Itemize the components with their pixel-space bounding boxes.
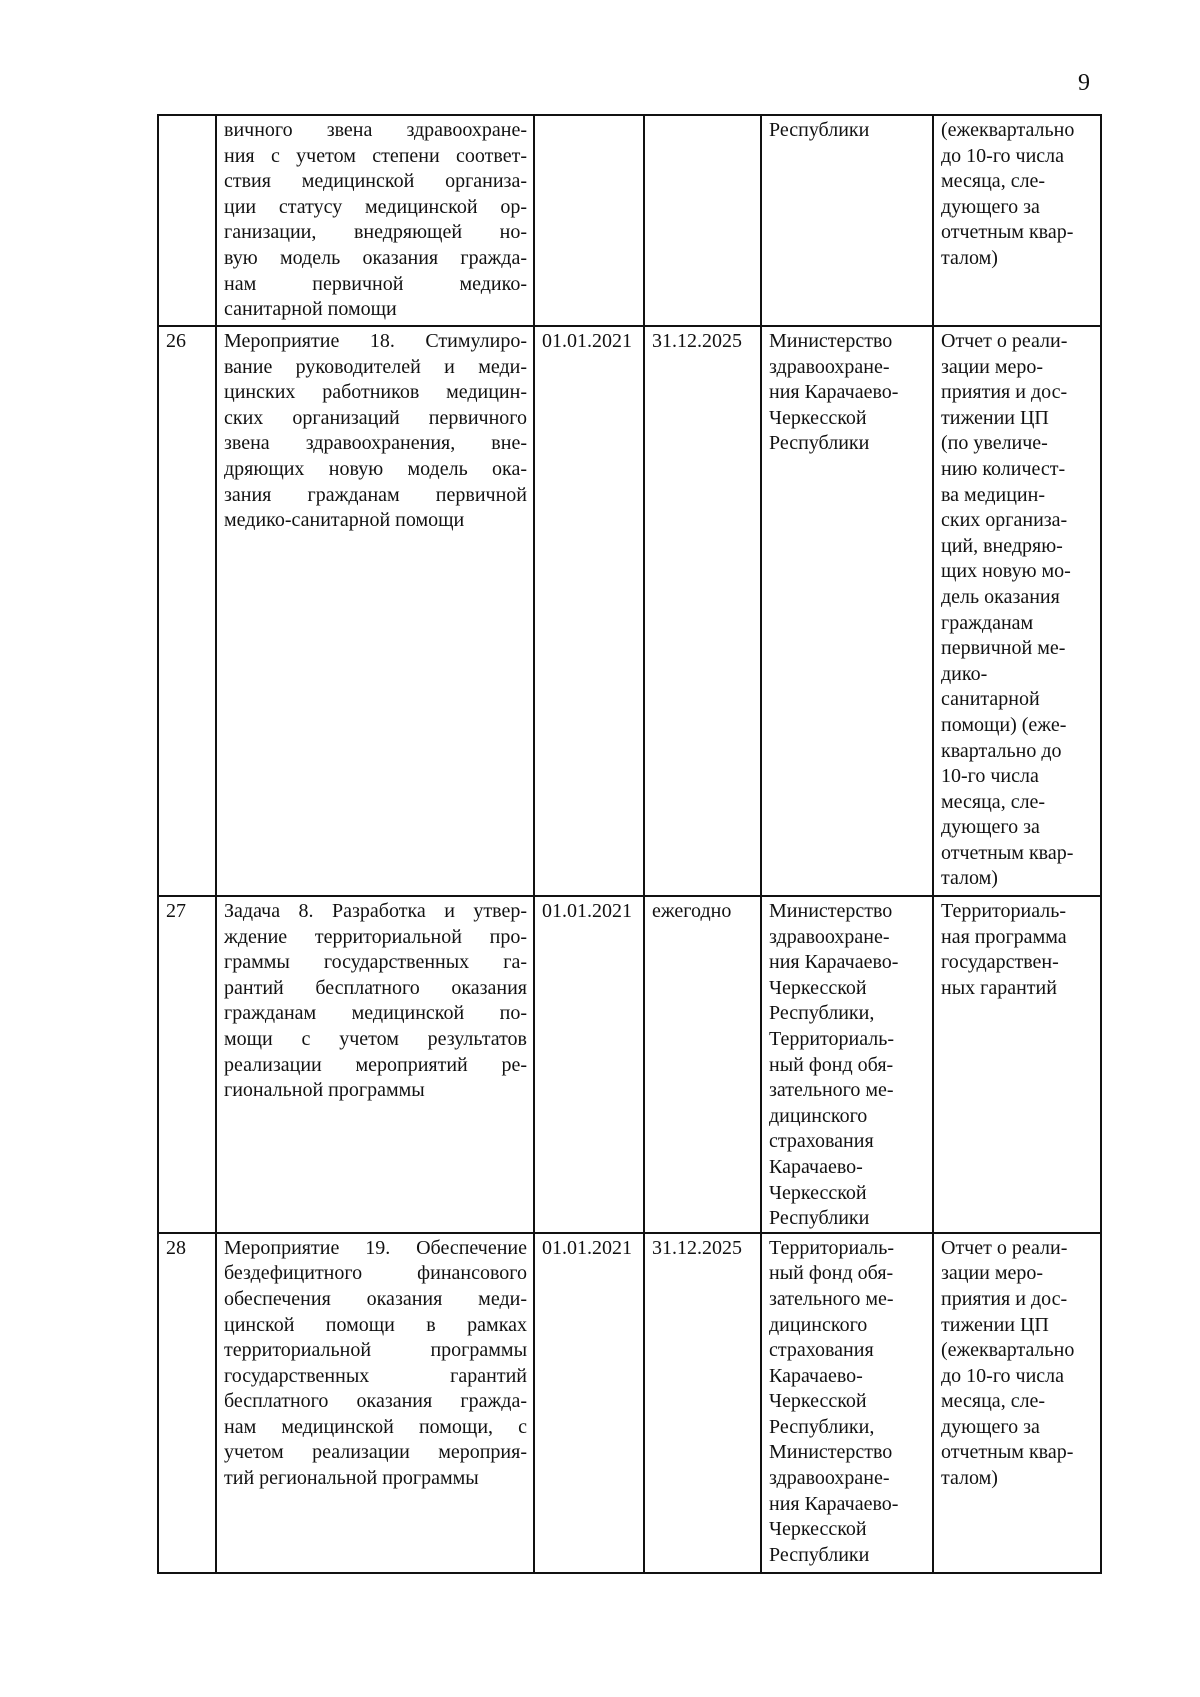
text-line: ния Карачаево- xyxy=(769,1492,899,1515)
text-line: талом) xyxy=(941,867,998,890)
text-line: страхования xyxy=(769,1339,874,1362)
cell-responsible xyxy=(761,1233,933,1573)
text-line: зательного ме- xyxy=(769,1079,894,1102)
cell-number: 27 xyxy=(158,896,216,1233)
text-line: Карачаево- xyxy=(769,1364,863,1387)
text-line: зации меро- xyxy=(941,1262,1044,1285)
text-line: государственных гарантий xyxy=(224,1364,527,1387)
text-line: щих новую мо- xyxy=(941,560,1071,583)
text-line: до 10-го числа xyxy=(941,144,1065,167)
text-line: тий региональной программы xyxy=(224,1467,479,1490)
text-line: отчетным квар- xyxy=(941,841,1074,864)
text-line: дицинского xyxy=(769,1104,868,1127)
text-line: гражданам xyxy=(941,611,1034,634)
text-line: до 10-го числа xyxy=(941,1364,1065,1387)
text-line: Мероприятие 18. Стимулиро- xyxy=(224,330,527,352)
cell-end-date: 31.12.2025 xyxy=(644,326,761,896)
text-line: ций, внедряю- xyxy=(941,534,1063,557)
cell-description xyxy=(216,1233,534,1573)
text-line: звена здравоохранения, вне- xyxy=(224,432,527,455)
page-number: 9 xyxy=(1078,70,1090,96)
text-line: месяца, сле- xyxy=(941,790,1046,813)
activities-table xyxy=(157,114,1102,1574)
table-row xyxy=(158,326,1101,896)
text-line: зания гражданам первичной xyxy=(224,483,527,506)
text-line: Министерство xyxy=(769,900,893,922)
text-line: государствен- xyxy=(941,951,1059,974)
text-line: ских организаций первичного xyxy=(224,406,527,429)
text-line: цинских работников медицин- xyxy=(224,381,527,404)
text-line: Черкесской xyxy=(769,1390,867,1413)
text-line: нам медицинской помощи, с xyxy=(224,1415,527,1438)
text-line: Мероприятие 19. Обеспечение xyxy=(224,1236,527,1259)
cell-end-date: ежегодно xyxy=(644,896,761,1233)
text-line: Министерство xyxy=(769,330,893,352)
cell-responsible xyxy=(761,115,933,326)
text-line: (ежеквартально xyxy=(941,119,1075,141)
text-line: здравоохране- xyxy=(769,355,890,378)
text-line: дряющих новую модель ока- xyxy=(224,457,527,480)
text-line: страхования xyxy=(769,1130,874,1153)
text-line: приятия и дос- xyxy=(941,381,1068,404)
text-line: дицинского xyxy=(769,1313,868,1336)
text-line: месяца, сле- xyxy=(941,1390,1046,1413)
text-line: квартально до xyxy=(941,739,1062,762)
text-line: медико-санитарной помощи xyxy=(224,509,465,532)
text-line: мощи с учетом результатов xyxy=(224,1027,527,1050)
text-line: дель оказания xyxy=(941,585,1060,608)
text-line: Отчет о реали- xyxy=(941,330,1068,352)
text-line: ная программа xyxy=(941,925,1067,948)
text-line: ции статусу медицинской ор- xyxy=(224,195,527,218)
text-line: первичной ме- xyxy=(941,637,1066,660)
text-line: Республики xyxy=(769,1207,870,1230)
text-line: тижении ЦП xyxy=(941,406,1049,429)
text-line: бесплатного оказания гражда- xyxy=(224,1390,527,1413)
cell-number xyxy=(158,115,216,326)
text-line: дующего за xyxy=(941,195,1040,218)
text-line: гиональной программы xyxy=(224,1079,425,1102)
cell-responsible xyxy=(761,326,933,896)
cell-description xyxy=(216,326,534,896)
text-line: Республики xyxy=(769,432,870,455)
text-line: Черкесской xyxy=(769,1518,867,1541)
text-line: бездефицитного финансового xyxy=(224,1262,527,1285)
text-line: дующего за xyxy=(941,816,1040,839)
cell-number: 28 xyxy=(158,1233,216,1573)
text-line: Республики, xyxy=(769,1002,875,1025)
text-line: ный фонд обя- xyxy=(769,1053,894,1076)
text-line: Черкесской xyxy=(769,406,867,429)
text-line: талом) xyxy=(941,246,998,269)
text-line: отчетным квар- xyxy=(941,221,1074,244)
text-line: Карачаево- xyxy=(769,1155,863,1178)
cell-number: 26 xyxy=(158,326,216,896)
text-line: вание руководителей и меди- xyxy=(224,355,527,378)
text-line: ный фонд обя- xyxy=(769,1262,894,1285)
text-line: санитарной xyxy=(941,688,1040,711)
text-line: зации меро- xyxy=(941,355,1044,378)
text-line: Задача 8. Разработка и утвер- xyxy=(224,900,527,922)
text-line: талом) xyxy=(941,1467,998,1490)
text-line: ждение территориальной про- xyxy=(224,925,527,948)
text-line: гражданам медицинской по- xyxy=(224,1002,527,1025)
text-line: 10-го числа xyxy=(941,765,1039,788)
text-line: Республики xyxy=(769,1543,870,1566)
text-line: реализации мероприятий ре- xyxy=(224,1053,527,1076)
text-line: Республики, xyxy=(769,1415,875,1438)
text-line: ганизации, внедряющей но- xyxy=(224,221,527,244)
text-line: ва медицин- xyxy=(941,483,1045,506)
text-line: ских организа- xyxy=(941,509,1068,532)
text-line: ния Карачаево- xyxy=(769,381,899,404)
text-line: учетом реализации мероприя- xyxy=(224,1441,527,1464)
text-line: ствия медицинской организа- xyxy=(224,170,527,193)
cell-description xyxy=(216,115,534,326)
text-line: приятия и дос- xyxy=(941,1287,1068,1310)
cell-description xyxy=(216,896,534,1233)
text-line: нам первичной медико- xyxy=(224,272,527,295)
text-line: Отчет о реали- xyxy=(941,1236,1068,1259)
cell-result xyxy=(933,326,1101,896)
text-line: вую модель оказания гражда- xyxy=(224,246,527,269)
cell-responsible xyxy=(761,896,933,1233)
text-line: (по увеличе- xyxy=(941,432,1048,455)
text-line: граммы государственных га- xyxy=(224,951,527,974)
text-line: Черкесской xyxy=(769,976,867,999)
text-line: Территориаль- xyxy=(769,1027,895,1050)
cell-start-date: 01.01.2021 xyxy=(534,1233,644,1573)
text-line: Территориаль- xyxy=(941,900,1067,922)
text-line: тижении ЦП xyxy=(941,1313,1049,1336)
text-line: отчетным квар- xyxy=(941,1441,1074,1464)
table-body xyxy=(158,115,1101,1573)
text-line: Министерство xyxy=(769,1441,893,1464)
cell-start-date: 01.01.2021 xyxy=(534,326,644,896)
table-row xyxy=(158,1233,1101,1573)
text-line: здравоохране- xyxy=(769,1467,890,1490)
cell-result xyxy=(933,115,1101,326)
text-line: месяца, сле- xyxy=(941,170,1046,193)
text-line: Республики xyxy=(769,119,870,141)
cell-start-date xyxy=(534,115,644,326)
cell-start-date: 01.01.2021 xyxy=(534,896,644,1233)
table-row xyxy=(158,115,1101,326)
text-line: рантий бесплатного оказания xyxy=(224,976,527,999)
text-line: территориальной программы xyxy=(224,1339,527,1362)
text-line: дико- xyxy=(941,662,988,685)
text-line: цинской помощи в рамках xyxy=(224,1313,527,1336)
text-line: нию количест- xyxy=(941,457,1066,480)
text-line: вичного звена здравоохране- xyxy=(224,119,527,141)
text-line: зательного ме- xyxy=(769,1287,894,1310)
cell-end-date: 31.12.2025 xyxy=(644,1233,761,1573)
text-line: ных гарантий xyxy=(941,976,1057,999)
text-line: обеспечения оказания меди- xyxy=(224,1287,527,1310)
text-line: дующего за xyxy=(941,1415,1040,1438)
cell-result xyxy=(933,1233,1101,1573)
cell-result xyxy=(933,896,1101,1233)
text-line: здравоохране- xyxy=(769,925,890,948)
text-line: ния с учетом степени соответ- xyxy=(224,144,527,167)
text-line: Черкесской xyxy=(769,1181,867,1204)
cell-end-date xyxy=(644,115,761,326)
text-line: (ежеквартально xyxy=(941,1339,1075,1362)
text-line: помощи) (еже- xyxy=(941,713,1067,736)
text-line: ния Карачаево- xyxy=(769,951,899,974)
table-row xyxy=(158,896,1101,1233)
text-line: Территориаль- xyxy=(769,1236,895,1259)
text-line: санитарной помощи xyxy=(224,298,397,321)
